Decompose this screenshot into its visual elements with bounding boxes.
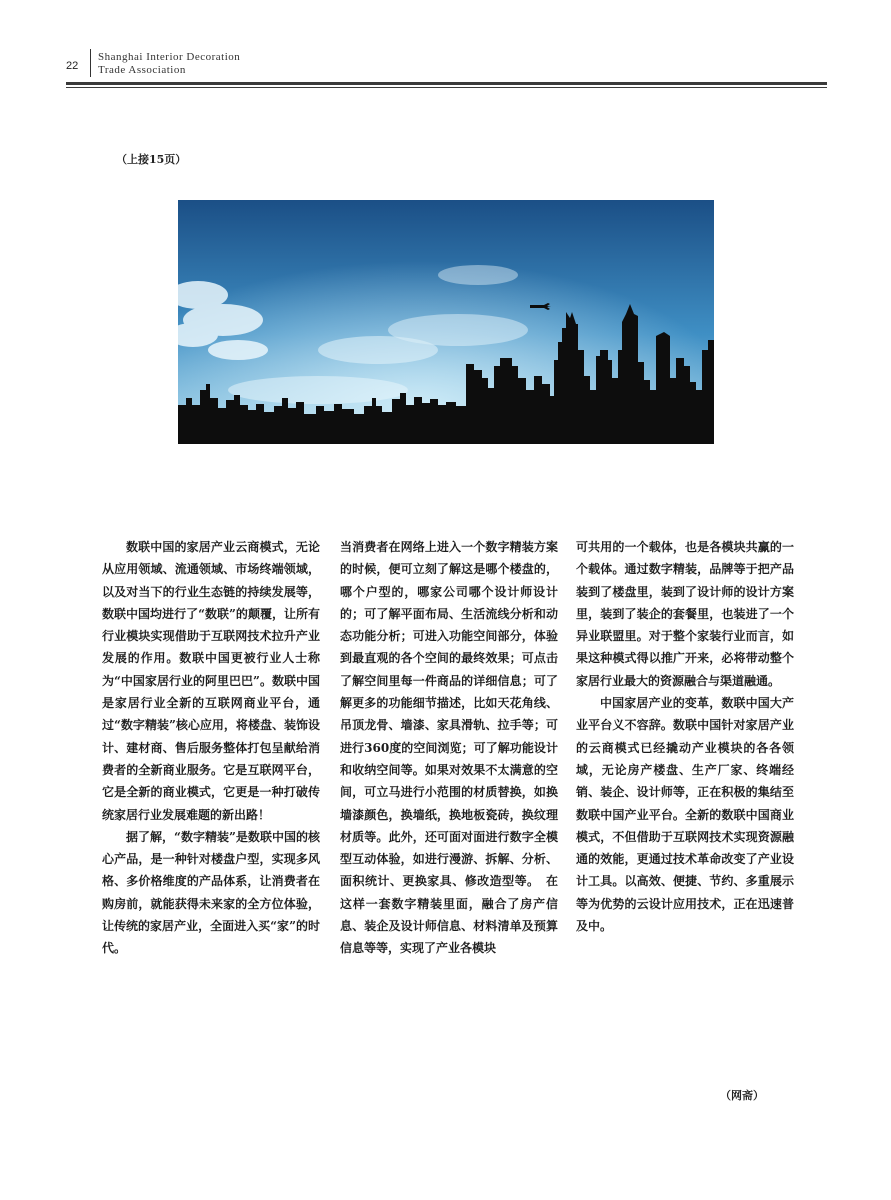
city-skyline-image — [178, 200, 714, 444]
paragraph: 可共用的一个载体，也是各模块共赢的一个载体。通过数字精装，品牌等于把产品装到了楼盘里，装到了设计师的设计方案里，装到了装企的套餐里，也装进了一个异业联盟里。对于整个家装行业而言，如果这种模式得以推广开来，必将带动整个家居行业最大的资源融合与渠道融通。 — [576, 540, 794, 688]
author-credit: （网斋） — [720, 1089, 764, 1102]
association-name — [98, 51, 240, 77]
paragraph: 据了解，“数字精装”是数联中国的核心产品，是一种针对楼盘户型，实现多风格、多价格维度的产品体系，让消费者在购房前，就能获得未来家的全方位体验，让传统的家居产业，全面进入买“家”的时代。 — [102, 829, 320, 956]
paragraph: 当消费者在网络上进入一个数字精装方案的时候，便可立刻了解这是哪个楼盘的，哪个户型的，哪家公司哪个设计师设计的；可了解平面布局、生活流线分析和动态功能分析；可进入功能空间部分，体验到最直观的各个空间的最终效果；可点击了解空间里每一件商品的详细信息；可了解更多的功能细节描述，比如天花角线、吊顶龙骨、墙漆、家具滑轨、拉手等；可进行360度的空间浏览；可了解功能设计和收纳空间等。如果对效果不太满意的空间，可立马进行小范围的材质替换，如换墙漆颜色，换墙纸，换地板瓷砖，换纹理材质等。此外，还可面对面进行数字全模型互动体验，如进行漫游、拆解、分析、面积统计、更换家具、修改造型等。 在这样一套数字精装里面，融合了房产信息、装企及设计师信息、材料清单及预算信息等等，实现了产业各模块 — [340, 540, 558, 956]
continued-from-note: （上接15页） — [116, 153, 187, 166]
article-column-2 — [340, 536, 558, 960]
paragraph: 中国家居产业的变革，数联中国大产业平台义不容辞。数联中国针对家居产业的云商模式已经撬动产业模块的各各领域，无论房产楼盘、生产厂家、终端经销、装企、设计师等，正在积极的集结至数联中国产业平台。全新的数联中国商业模式，不但借助于互联网技术实现资源融通的效能，更通过技术革命改变了产业设计工具。以高效、便捷、节约、多重展示等为优势的云设计应用技术，正在迅速普及中。 — [576, 696, 794, 934]
header-rule-thin — [66, 87, 827, 88]
page-number: 22 — [66, 60, 79, 72]
association-line-2: Trade Association — [98, 64, 186, 76]
header-rule-thick — [66, 82, 827, 85]
article-column-3 — [576, 536, 794, 937]
association-line-1: Shanghai Interior Decoration — [98, 51, 241, 63]
paragraph: 数联中国的家居产业云商模式，无论从应用领域、流通领域、市场终端领域，以及对当下的行业生态链的持续发展等，数联中国均进行了“数联”的颠覆，让所有行业模块实现借助于互联网技术拉升产业发展的作用。数联中国更被行业人士称为“中国家居行业的阿里巴巴”。数联中国是家居行业全新的互联网商业平台，通过“数字精装”核心应用，将楼盘、装饰设计、建材商、售后服务整体打包呈献给消费者的全新商业服务。它是互联网平台，它是全新的商业模式，它更是一种打破传统家居行业发展难题的新出路！ — [102, 540, 320, 822]
header-divider — [90, 49, 91, 77]
article-column-1 — [102, 536, 320, 960]
